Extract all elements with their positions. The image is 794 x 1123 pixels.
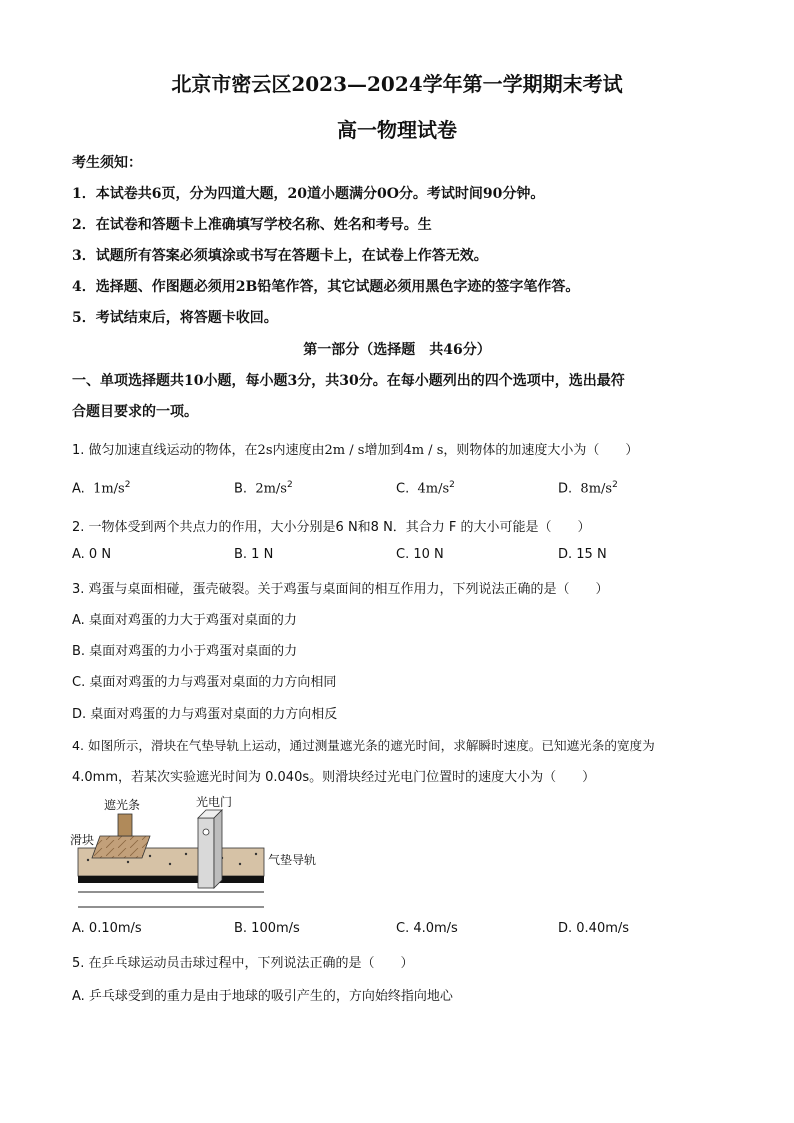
notice-heading: 考生须知： — [72, 155, 142, 171]
notice-item-3: 3．试题所有答案必须填涂或书写在答题卡上，在试卷上作答无效。 — [72, 248, 488, 264]
question-3-stem: 3. 鸡蛋与桌面相碰，蛋壳破裂。关于鸡蛋与桌面间的相互作用力，下列说法正确的是（ ） — [72, 582, 609, 597]
q1-stem-part: 内速度由 — [272, 443, 325, 458]
notice-item-4: 4．选择题、作图题必须用2B铅笔作答，其它试题必须用黑色字迹的签字笔作答。 — [72, 279, 580, 295]
option-value: 2m/s — [255, 481, 287, 497]
option-label: B. — [234, 481, 248, 497]
q3-option-d: D. 桌面对鸡蛋的力与鸡蛋对桌面的力方向相反 — [72, 707, 338, 722]
air-track-diagram — [70, 792, 340, 910]
notice-item-5: 5．考试结束后，将答题卡收回。 — [72, 310, 278, 326]
q1-time: 2s — [257, 443, 273, 458]
q1-v1: 2m / s — [324, 443, 365, 458]
q5-option-a: A. 乒乓球受到的重力是由于地球的吸引产生的，方向始终指向地心 — [72, 989, 453, 1004]
q2-option-b: B. 1 N — [234, 547, 274, 562]
label-light-shield: 遮光条 — [104, 798, 141, 812]
option-value: 1m/s — [93, 481, 125, 497]
exponent: 2 — [449, 480, 455, 490]
section-one-line-1: 一、单项选择题共10小题，每小题3分，共30分。在每小题列出的四个选项中，选出最符 — [72, 373, 625, 389]
option-label: D. — [558, 481, 573, 497]
section-one-line-2: 合题目要求的一项。 — [72, 404, 198, 420]
question-1-stem — [72, 439, 638, 458]
notice-item-2: 2．在试卷和答题卡上准确填写学校名称、姓名和考号。生 — [72, 217, 432, 233]
exam-subtitle: 高一物理试卷 — [337, 118, 457, 142]
exponent: 2 — [124, 480, 131, 490]
question-4-stem-line-1: 4. 如图所示，滑块在气垫导轨上运动，通过测量遮光条的遮光时间，求解瞬时速度。已知遮光条的宽度为 — [72, 738, 655, 753]
q3-option-a: A. 桌面对鸡蛋的力大于鸡蛋对桌面的力 — [72, 613, 297, 628]
q3-option-c: C. 桌面对鸡蛋的力与鸡蛋对桌面的力方向相同 — [72, 675, 337, 690]
q4-option-d: D. 0.40m/s — [558, 921, 630, 936]
part-one-label: 第一部分（选择题 共46分） — [303, 342, 491, 358]
air-track-base — [78, 876, 264, 883]
question-4-stem-line-2: 4.0mm，若某次实验遮光时间为 0.040s。则滑块经过光电门位置时的速度大小为（ ） — [72, 770, 596, 785]
option-value: 4m/s — [417, 481, 450, 497]
q2-option-a: A. 0 N — [72, 547, 112, 562]
photogate — [198, 818, 214, 888]
q1-option-d — [558, 480, 618, 496]
q2-option-c: C. 10 N — [396, 547, 444, 562]
option-label: C. — [396, 481, 410, 497]
exponent: 2 — [286, 480, 293, 490]
q1-stem-part: 增加到 — [364, 443, 404, 458]
photogate-side — [214, 810, 222, 888]
exam-title: 北京市密云区2023—2024学年第一学期期末考试 — [171, 72, 623, 96]
label-air-track: 气垫导轨 — [268, 853, 317, 867]
q1-option-a — [72, 480, 130, 496]
light-shield-bar — [118, 814, 132, 836]
exponent: 2 — [612, 480, 618, 490]
q4-option-b: B. 100m/s — [234, 921, 300, 936]
q3-option-b: B. 桌面对鸡蛋的力小于鸡蛋对桌面的力 — [72, 644, 298, 659]
notice-item-1: 1．本试卷共6页，分为四道大题，20道小题满分0O分。考试时间90分钟。 — [72, 186, 545, 202]
label-slider: 滑块 — [70, 833, 95, 847]
question-5-stem: 5. 在乒乓球运动员击球过程中，下列说法正确的是（ ） — [72, 956, 414, 971]
q4-option-a: A. 0.10m/s — [72, 921, 142, 936]
q2-option-d: D. 15 N — [558, 547, 607, 562]
q1-stem-part: 1. 做匀加速直线运动的物体，在 — [72, 443, 258, 458]
q1-option-c — [396, 480, 455, 496]
photogate-sensor — [203, 829, 209, 835]
slider-block — [92, 836, 150, 858]
q1-option-b — [234, 480, 293, 496]
q1-stem-part: ，则物体的加速度大小为（ ） — [443, 443, 639, 458]
label-photogate: 光电门 — [196, 795, 233, 809]
q4-option-c: C. 4.0m/s — [396, 921, 458, 936]
option-label: A. — [72, 481, 85, 497]
question-2-stem: 2. 一物体受到两个共点力的作用，大小分别是6 N和8 N．其合力 F 的大小可能是（ ） — [72, 520, 591, 535]
option-value: 8m/s — [580, 481, 613, 497]
q1-v2: 4m / s — [403, 443, 444, 458]
